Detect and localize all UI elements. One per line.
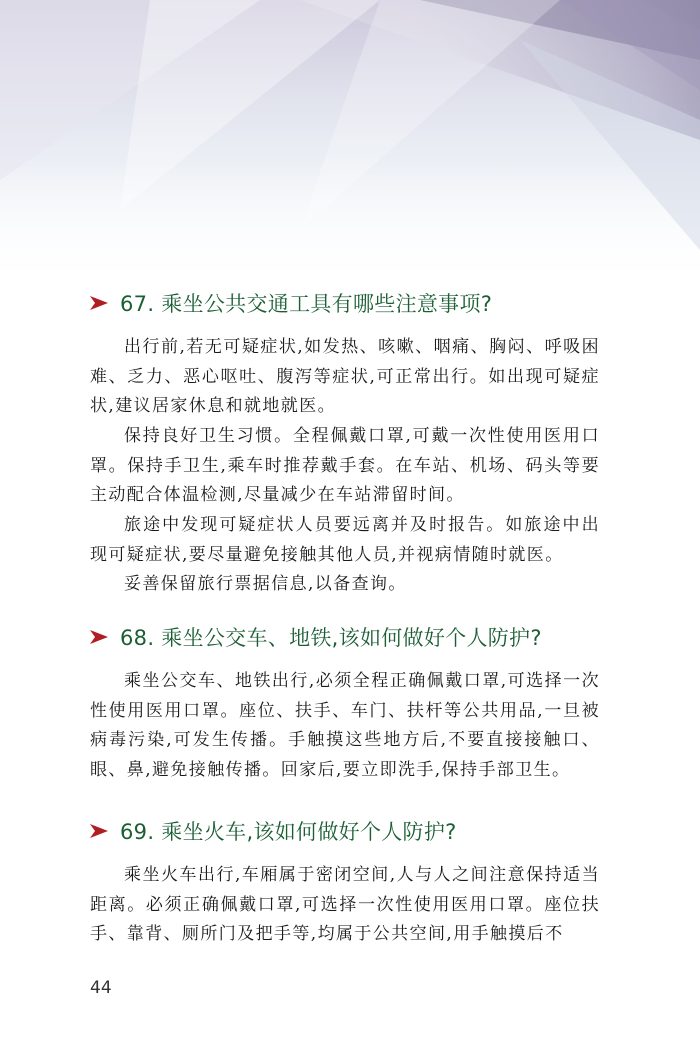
paragraph: 乘坐公交车、地铁出行,必须全程正确佩戴口罩,可选择一次性使用医用口罩。座位、扶手、车门、扶杆等公共用品,一旦被病毒污染,可发生传播。手触摸这些地方后,不要直接接触口、眼、鼻,避免接触传播。回家后,要立即洗手,保持手部卫生。	[90, 671, 600, 780]
page-number: 44	[90, 978, 112, 998]
section-heading-68	[90, 622, 542, 652]
paragraph: 保持良好卫生习惯。全程佩戴口罩,可戴一次性使用医用口罩。保持手卫生,乘车时推荐戴手套。在车站、机场、码头等要主动配合体温检测,尽量减少在车站滞留时间。	[90, 426, 600, 505]
paragraph: 妥善保留旅行票据信息,以备查询。	[124, 574, 407, 594]
red-arrowhead-icon	[90, 824, 108, 838]
heading-text: 68. 乘坐公交车、地铁,该如何做好个人防护?	[120, 626, 542, 650]
heading-text: 67. 乘坐公共交通工具有哪些注意事项?	[120, 292, 493, 316]
paragraph: 旅途中发现可疑症状人员要远离并及时报告。如旅途中出现可疑症状,要尽量避免接触其他人员,并视病情随时就医。	[90, 515, 600, 565]
red-arrowhead-icon	[90, 296, 108, 310]
header-decoration	[0, 0, 700, 290]
red-arrowhead-icon	[90, 630, 108, 644]
paragraph: 出行前,若无可疑症状,如发热、咳嗽、咽痛、胸闷、呼吸困难、乏力、恶心呕吐、腹泻等症状,可正常出行。如出现可疑症状,建议居家休息和就地就医。	[90, 337, 600, 416]
section-heading-69	[90, 816, 457, 846]
section-heading-67	[90, 288, 492, 318]
paragraph: 乘坐火车出行,车厢属于密闭空间,人与人之间注意保持适当距离。必须正确佩戴口罩,可选择一次性使用医用口罩。座位扶手、靠背、厕所门及把手等,均属于公共空间,用手触摸后不	[90, 865, 600, 944]
heading-text: 69. 乘坐火车,该如何做好个人防护?	[120, 820, 457, 844]
